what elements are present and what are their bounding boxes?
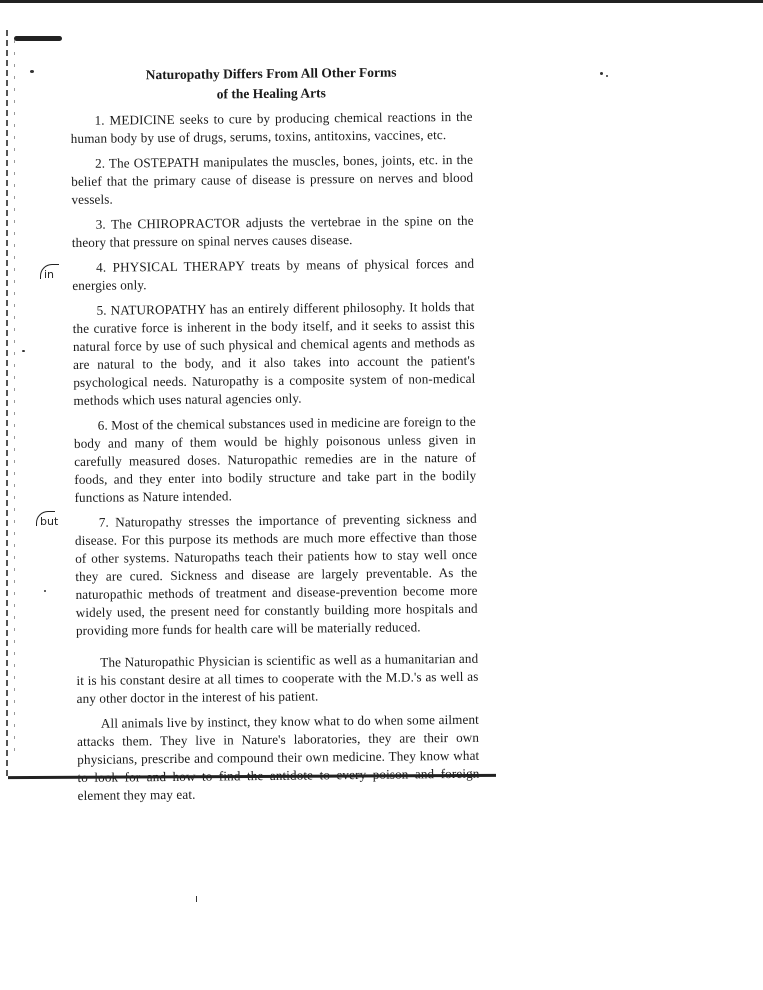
scan-speck — [22, 350, 25, 352]
paragraph-animals: All animals live by instinct, they know what to do when some ailment attacks them. They live in Nature's laboratories, they are their own physicians, prescribe and compound their own medicine. They know what element they may eat. — [76, 711, 480, 803]
page-left-edge-faint — [14, 40, 15, 760]
document-body — [70, 62, 480, 812]
page-top-edge — [0, 0, 763, 6]
scan-speck — [196, 896, 197, 902]
title-line-2: of the Healing Arts — [216, 85, 326, 102]
paragraph-osteopath: 2. The OSTEPATH manipulates the muscles, bones, joints, etc. in the belief that the primary cause of disease is pressure on nerves and blood vessels. — [71, 151, 474, 207]
scan-mark — [14, 36, 62, 41]
margin-note-but: but — [40, 515, 58, 528]
paragraph-medicine: 1. MEDICINE seeks to cure by producing chemical reactions in the human body by use of drugs, serums, toxins, antitoxins, vaccines, etc. — [70, 108, 473, 146]
paragraph-prevention: 7. Naturopathy stresses the importance of preventing sickness and disease. For this purpose its methods are much more effective than those of other systems. Naturopaths teach their patients how to stay well once they are cured. Sickness and disease are largely preventable. As the naturopathic methods of treatment and disease-prevention become more widely used, the present need for constantly building more hospitals and providing more funds for health care will be materially reduced. — [74, 510, 478, 638]
paragraph-chiropractor: 3. The CHIROPRACTOR adjusts the vertebrae in the spine on the theory that pressure on spinal nerves causes disease. — [71, 212, 474, 250]
scan-speck — [44, 590, 46, 592]
margin-note-in: in — [44, 268, 54, 281]
paragraph-naturopathy: 5. NATUROPATHY has an entirely different philosophy. It holds that the curative force is inherent in the body itself, and it seeks to assist this natural force by use of such physical and chemical agents and methods as are natural to the body, and it also takes into account the patient's psychological needs. Naturopathy is a composite system of non-medical methods which uses natural agencies only. — [72, 298, 476, 408]
paragraph-physical-therapy: 4. PHYSICAL THERAPY treats by means of physical forces and energies only. — [72, 255, 475, 293]
paragraph-physician: The Naturopathic Physician is scientific as well as a humanitarian and it is his constant desire at all times to cooperate with the M.D.'s as well as any other doctor in the interest of his patient. — [76, 650, 479, 706]
scan-speck — [606, 75, 608, 77]
page-left-edge — [6, 30, 8, 780]
document-title — [70, 62, 472, 106]
title-line-1: Naturopathy Differs From All Other Forms — [145, 64, 397, 83]
scan-speck — [600, 72, 603, 75]
scan-speck — [30, 70, 34, 73]
paragraph-chemical-substances: 6. Most of the chemical substances used in medicine are foreign to the body and many of them would be highly poisonous unless given in carefully measured doses. Naturopathic remedies are in the nature of foods, and they enter into bodily structure and take part in the bodily functions as Nature intended. — [73, 413, 477, 505]
